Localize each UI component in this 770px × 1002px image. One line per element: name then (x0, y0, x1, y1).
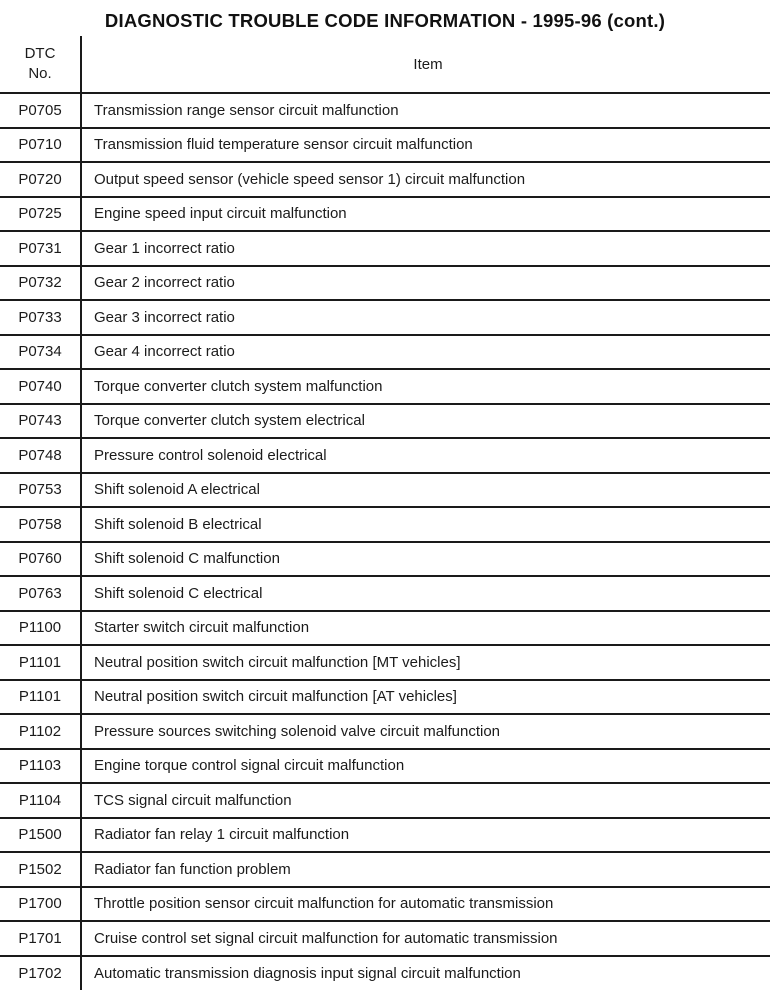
item-cell: Gear 1 incorrect ratio (94, 239, 235, 257)
table-row (0, 921, 770, 956)
item-cell: Engine speed input circuit malfunction (94, 205, 347, 223)
page-title: DIAGNOSTIC TROUBLE CODE INFORMATION - 1995-96 (cont.) (104, 10, 666, 31)
table-row (0, 645, 770, 680)
item-cell: Pressure sources switching solenoid valve circuit malfunction (94, 722, 501, 740)
dtc-code-cell: P0753 (0, 473, 81, 508)
item-cell: Transmission fluid temperature sensor circuit malfunction (94, 136, 473, 154)
dtc-code-cell: P0743 (0, 404, 81, 439)
dtc-code-cell: P0732 (0, 266, 81, 301)
dtc-code-cell: P0763 (0, 576, 81, 611)
item-cell: Torque converter clutch system malfunction (94, 377, 383, 395)
table-row (0, 231, 770, 266)
dtc-code-cell: P0734 (0, 335, 81, 370)
header-dtc-line2: No. (28, 65, 52, 82)
dtc-table-body (0, 93, 770, 990)
dtc-code-cell: P0710 (0, 128, 81, 163)
item-cell: Shift solenoid B electrical (94, 515, 262, 533)
table-row (0, 404, 770, 439)
dtc-code-cell: P0720 (0, 162, 81, 197)
table-row (0, 611, 770, 646)
item-cell: Gear 3 incorrect ratio (94, 308, 235, 326)
item-cell: Neutral position switch circuit malfunction [MT vehicles] (94, 653, 461, 671)
dtc-code-cell: P1502 (0, 852, 81, 887)
dtc-code-cell: P0758 (0, 507, 81, 542)
table-row (0, 542, 770, 577)
dtc-table-header (0, 36, 770, 93)
table-row (0, 335, 770, 370)
dtc-code-cell: P1701 (0, 921, 81, 956)
dtc-code-cell: P1101 (0, 645, 81, 680)
item-cell: Transmission range sensor circuit malfunction (94, 101, 399, 119)
table-row (0, 162, 770, 197)
dtc-code-cell: P0725 (0, 197, 81, 232)
dtc-table (0, 36, 770, 990)
dtc-code-cell: P0731 (0, 231, 81, 266)
dtc-code-cell: P1702 (0, 956, 81, 991)
table-row (0, 956, 770, 991)
table-row (0, 749, 770, 784)
table-row (0, 507, 770, 542)
table-row (0, 128, 770, 163)
item-cell: Engine torque control signal circuit malfunction (94, 757, 405, 775)
item-cell: Cruise control set signal circuit malfunction for automatic transmission (94, 929, 558, 947)
dtc-code-cell: P1102 (0, 714, 81, 749)
header-row (0, 36, 770, 93)
dtc-code-cell: P0748 (0, 438, 81, 473)
item-cell: Automatic transmission diagnosis input signal circuit malfunction (94, 964, 521, 982)
table-row (0, 714, 770, 749)
item-cell: Radiator fan relay 1 circuit malfunction (94, 826, 350, 844)
item-cell: Throttle position sensor circuit malfunction for automatic transmission (94, 895, 554, 913)
dtc-code-cell: P1104 (0, 783, 81, 818)
table-row (0, 93, 770, 128)
table-row (0, 680, 770, 715)
table-row (0, 818, 770, 853)
item-cell: Torque converter clutch system electrical (94, 412, 365, 430)
dtc-code-cell: P0760 (0, 542, 81, 577)
table-row (0, 473, 770, 508)
table-row (0, 197, 770, 232)
item-cell: Output speed sensor (vehicle speed sensor 1) circuit malfunction (94, 170, 526, 188)
header-item: Item (413, 55, 443, 73)
item-cell: Shift solenoid C malfunction (94, 550, 280, 568)
dtc-code-cell: P0733 (0, 300, 81, 335)
header-dtc-line1: DTC (24, 44, 56, 62)
table-row (0, 438, 770, 473)
table-row (0, 852, 770, 887)
table-row (0, 576, 770, 611)
dtc-code-cell: P1101 (0, 680, 81, 715)
dtc-code-cell: P0740 (0, 369, 81, 404)
table-row (0, 369, 770, 404)
item-cell: Shift solenoid C electrical (94, 584, 263, 602)
dtc-code-cell: P1700 (0, 887, 81, 922)
item-cell: Gear 4 incorrect ratio (94, 343, 235, 361)
dtc-code-cell: P1103 (0, 749, 81, 784)
table-row (0, 887, 770, 922)
dtc-code-cell: P0705 (0, 93, 81, 128)
item-cell: Pressure control solenoid electrical (94, 446, 327, 464)
dtc-code-cell: P1100 (0, 611, 81, 646)
table-row (0, 783, 770, 818)
table-row (0, 266, 770, 301)
item-cell: Neutral position switch circuit malfunction [AT vehicles] (94, 688, 457, 706)
item-cell: Starter switch circuit malfunction (94, 619, 310, 637)
table-row (0, 300, 770, 335)
item-cell: Radiator fan function problem (94, 860, 291, 878)
item-cell: Shift solenoid A electrical (94, 481, 260, 499)
header-dtc-no (0, 36, 81, 93)
dtc-code-cell: P1500 (0, 818, 81, 853)
item-cell: Gear 2 incorrect ratio (94, 274, 235, 292)
item-cell: TCS signal circuit malfunction (94, 791, 292, 809)
